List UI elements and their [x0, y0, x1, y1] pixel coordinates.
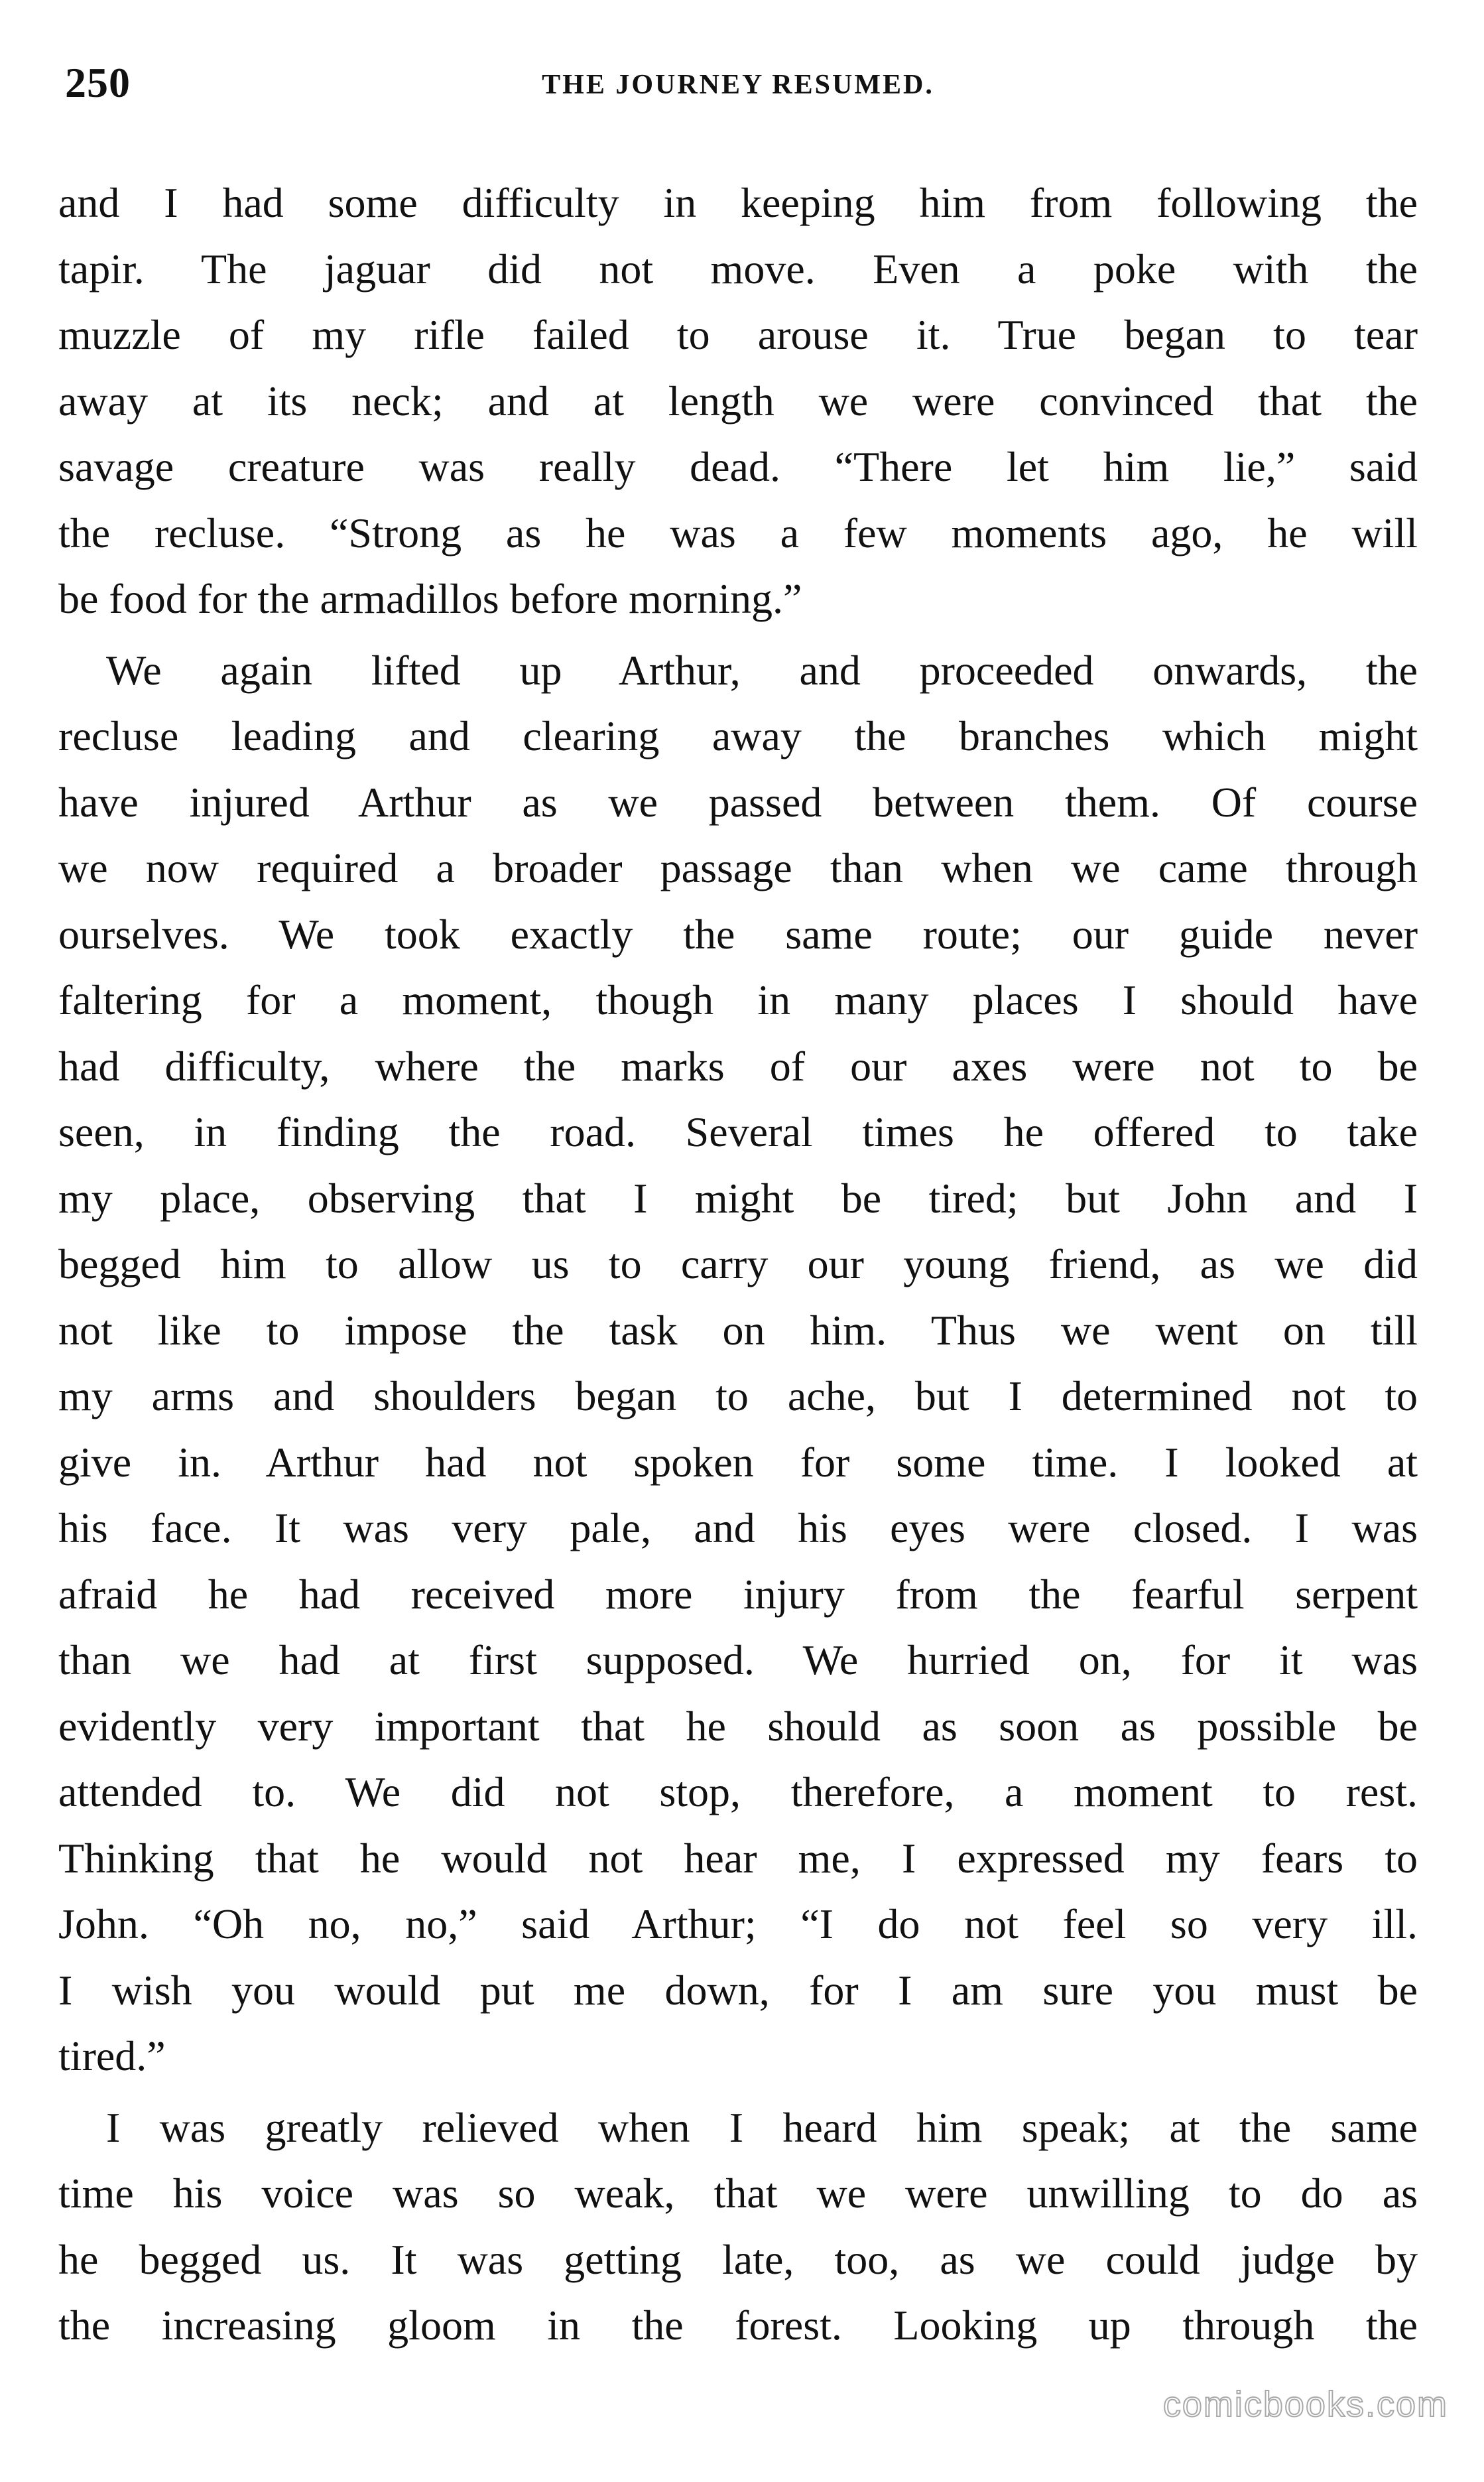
- text-line: attended to. We did not stop, therefore, a moment to rest.: [58, 1768, 1418, 1815]
- running-head: [58, 58, 1418, 138]
- text-line: than we had at first supposed. We hurried on, for it was: [58, 1636, 1418, 1683]
- text-line: faltering for a moment, though in many places I should have: [58, 976, 1418, 1023]
- text-line: I was greatly relieved when I heard him speak; at the same: [106, 2103, 1418, 2151]
- text-line: give in. Arthur had not spoken for some time. I looked at: [58, 1438, 1418, 1486]
- text-line: evidently very important that he should as soon as possible be: [58, 1702, 1418, 1750]
- text-line: had difficulty, where the marks of our axes were not to be: [58, 1042, 1418, 1090]
- text-line: the recluse. “Strong as he was a few moments ago, he will: [58, 509, 1418, 556]
- text-line: my place, observing that I might be tired; but John and I: [58, 1174, 1418, 1222]
- text-line: my arms and shoulders began to ache, but I determined not to: [58, 1372, 1418, 1419]
- text-line: seen, in finding the road. Several times he offered to take: [58, 1108, 1418, 1155]
- watermark-text: comicbooks.com: [1162, 2384, 1448, 2424]
- text-line: ourselves. We took exactly the same route; our guide never: [58, 910, 1418, 958]
- paragraph: [58, 170, 1418, 632]
- text-line: not like to impose the task on him. Thus we went on till: [58, 1306, 1418, 1354]
- body-text: [58, 170, 1418, 2359]
- text-line: time his voice was so weak, that we were unwilling to do as: [58, 2170, 1418, 2217]
- text-line: muzzle of my rifle failed to arouse it. True began to tear: [58, 311, 1418, 358]
- text-line: recluse leading and clearing away the branches which might: [58, 712, 1418, 759]
- text-line: have injured Arthur as we passed between them. Of course: [58, 778, 1418, 826]
- text-line: tired.”: [58, 2032, 166, 2079]
- text-line: tapir. The jaguar did not move. Even a poke with the: [58, 245, 1418, 293]
- text-line: be food for the armadillos before morning.”: [58, 575, 802, 622]
- text-line: begged him to allow us to carry our young friend, as we did: [58, 1240, 1418, 1287]
- text-line: away at its neck; and at length we were convinced that the: [58, 377, 1418, 425]
- paragraph: [58, 637, 1418, 2089]
- text-line: the increasing gloom in the forest. Looking up through the: [58, 2302, 1418, 2349]
- text-line: we now required a broader passage than when we came through: [58, 844, 1418, 891]
- text-line: and I had some difficulty in keeping him from following the: [58, 179, 1418, 226]
- text-line: he begged us. It was getting late, too, as we could judge by: [58, 2235, 1418, 2283]
- text-line: afraid he had received more injury from the fearful serpent: [58, 1570, 1418, 1618]
- text-line: Thinking that he would not hear me, I expressed my fears to: [58, 1834, 1418, 1882]
- text-line: savage creature was really dead. “There let him lie,” said: [58, 443, 1418, 490]
- page-number: 250: [65, 59, 131, 106]
- text-line: John. “Oh no, no,” said Arthur; “I do not feel so very ill.: [58, 1900, 1418, 1947]
- text-line: I wish you would put me down, for I am sure you must be: [58, 1966, 1418, 2014]
- book-page: [58, 58, 1418, 2420]
- text-line: We again lifted up Arthur, and proceeded onwards, the: [106, 646, 1418, 694]
- text-line: his face. It was very pale, and his eyes were closed. I was: [58, 1504, 1418, 1551]
- running-title: THE JOURNEY RESUMED.: [542, 70, 934, 100]
- paragraph: [58, 2095, 1418, 2359]
